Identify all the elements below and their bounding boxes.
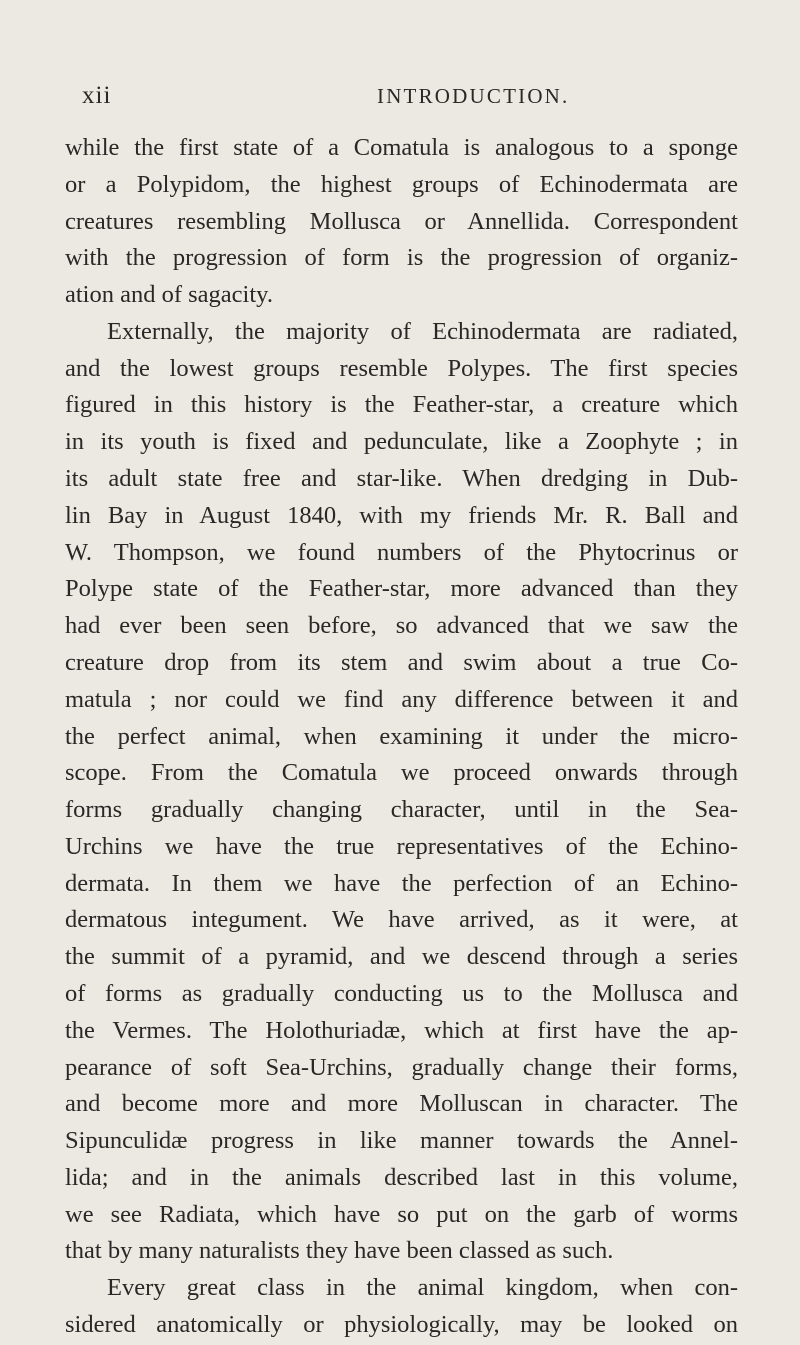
text-line: the perfect animal, when examining it under the micro- <box>65 723 738 750</box>
text-line: Polype state of the Feather-star, more advanced than they <box>65 575 738 602</box>
text-line: its adult state free and star-like. When dredging in Dub- <box>65 465 738 492</box>
text-line: Externally, the majority of Echinodermata are radiated, <box>107 318 738 345</box>
text-line: Urchins we have the true representatives of the Echino- <box>65 833 738 860</box>
text-line: forms gradually changing character, until in the Sea- <box>65 796 738 823</box>
running-title: INTRODUCTION. <box>377 84 570 108</box>
text-line: figured in this history is the Feather-star, a creature which <box>65 391 738 418</box>
running-head <box>82 82 742 112</box>
text-line: scope. From the Comatula we proceed onwards through <box>65 759 738 786</box>
text-line: had ever been seen before, so advanced that we saw the <box>65 612 738 639</box>
text-line: and the lowest groups resemble Polypes. The first species <box>65 355 738 382</box>
text-line: that by many naturalists they have been classed as such. <box>65 1237 614 1264</box>
text-line: ation and of sagacity. <box>65 281 273 308</box>
text-line: the summit of a pyramid, and we descend through a series <box>65 943 738 970</box>
text-line: lida; and in the animals described last in this volume, <box>65 1164 738 1191</box>
text-line: the Vermes. The Holothuriadæ, which at first have the ap- <box>65 1017 738 1044</box>
text-line: or a Polypidom, the highest groups of Echinodermata are <box>65 171 738 198</box>
text-line: dermata. In them we have the perfection of an Echino- <box>65 870 738 897</box>
text-line: Sipunculidæ progress in like manner towards the Annel- <box>65 1127 738 1154</box>
text-line: pearance of soft Sea-Urchins, gradually change their forms, <box>65 1054 738 1081</box>
text-line: creatures resembling Mollusca or Annellida. Correspondent <box>65 208 738 235</box>
text-line: we see Radiata, which have so put on the garb of worms <box>65 1201 738 1228</box>
text-line: W. Thompson, we found numbers of the Phytocrinus or <box>65 539 738 566</box>
text-line: creature drop from its stem and swim about a true Co- <box>65 649 738 676</box>
text-line: dermatous integument. We have arrived, as it were, at <box>65 906 738 933</box>
text-line: of forms as gradually conducting us to the Mollusca and <box>65 980 738 1007</box>
text-line: lin Bay in August 1840, with my friends Mr. R. Ball and <box>65 502 738 529</box>
text-line: while the first state of a Comatula is analogous to a sponge <box>65 134 738 161</box>
text-line: with the progression of form is the progression of organiz- <box>65 244 738 271</box>
text-line: and become more and more Molluscan in character. The <box>65 1090 738 1117</box>
text-line: matula ; nor could we find any difference between it and <box>65 686 738 713</box>
page-number: xii <box>82 82 112 109</box>
text-line: Every great class in the animal kingdom, when con- <box>107 1274 738 1301</box>
text-line: sidered anatomically or physiologically, may be looked on <box>65 1311 738 1338</box>
text-line: in its youth is fixed and pedunculate, like a Zoophyte ; in <box>65 428 738 455</box>
